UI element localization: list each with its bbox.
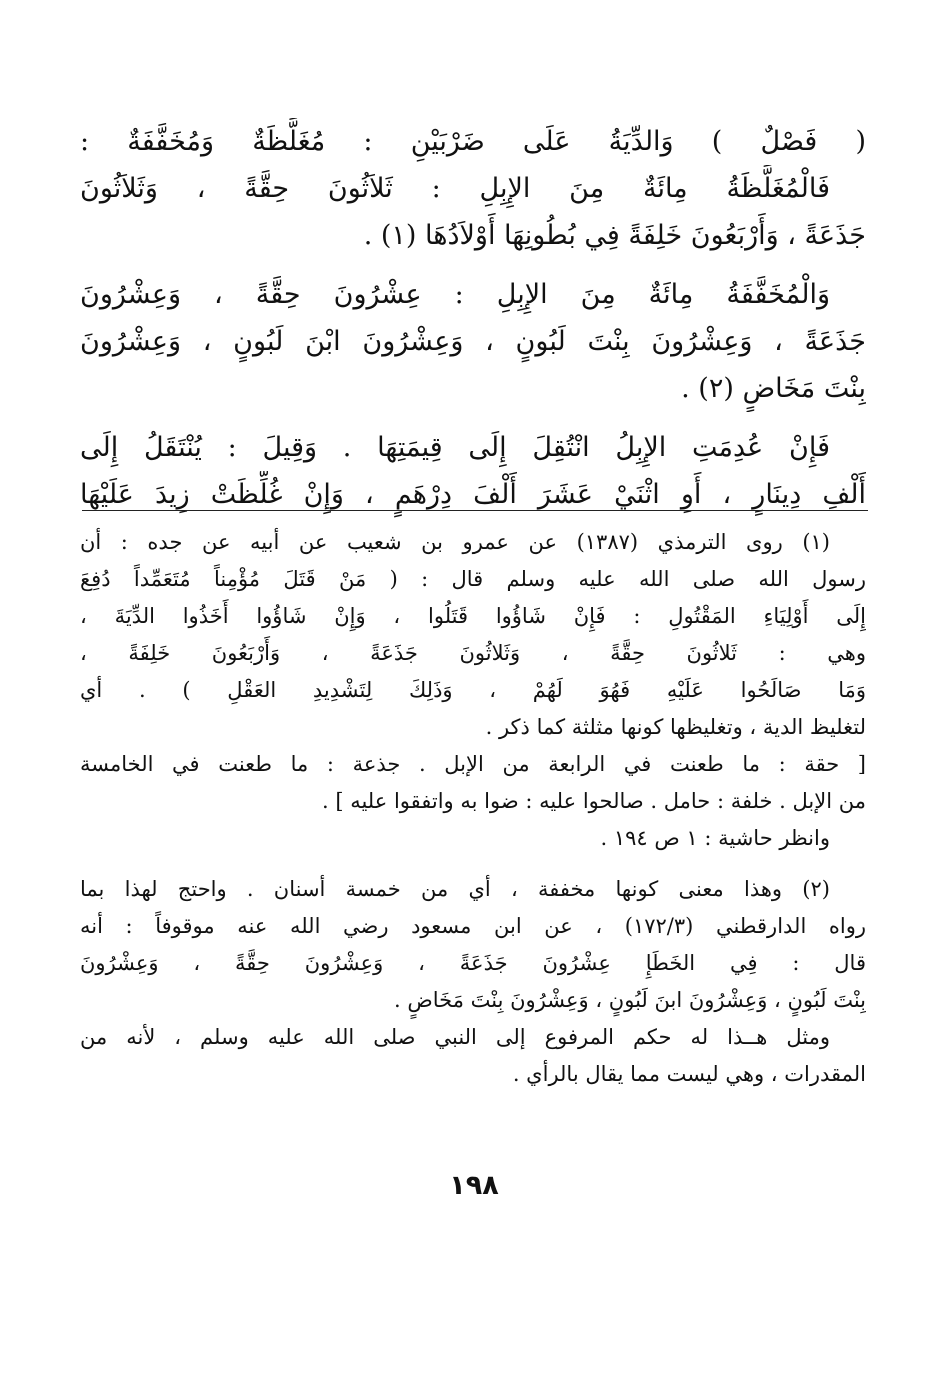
page-number: ١٩٨ xyxy=(449,1170,499,1201)
main-line: بِنْتَ مَخَاضٍ (٢) . xyxy=(681,373,866,404)
footnote-line: المقدرات ، وهي ليست مما يقال بالرأي . xyxy=(512,1062,866,1086)
main-line: فَالْمُغَلَّظَةُ مِائَةٌ مِنَ الإِبِلِ : ثَلاَثُونَ حِقَّةً ، وَثَلاَثُونَ xyxy=(80,173,830,204)
main-line: أَلْفِ دِينَارٍ ، أَوِ اثْنَيْ عَشَرَ أَلْفَ دِرْهَمٍ ، وَإِنْ غُلِّظَتْ زِيدَ عَلَيْهَا xyxy=(80,479,866,510)
footnote-line: [ حقة : ما طعنت في الرابعة من الإبل . جذعة : ما طعنت في الخامسة xyxy=(80,752,866,776)
footnote-line: لتغليظ الدية ، وتغليظها كونها مثلثة كما ذكر . xyxy=(485,715,866,739)
footnote-divider xyxy=(82,510,868,511)
main-line: جَذَعَةً ، وَأَرْبَعُونَ خَلِفَةً فِي بُطُونِهَا أَوْلاَدُهَا (١) . xyxy=(363,220,866,251)
footnote-line: (١) روى الترمذي (١٣٨٧) عن عمرو بن شعيب عن أبيه عن جده : أن xyxy=(80,530,830,554)
main-line: وَالْمُخَفَّفَةُ مِائَةٌ مِنَ الإِبِلِ : عِشْرُونَ حِقَّةً ، وَعِشْرُونَ xyxy=(80,279,830,310)
footnote-line: وانظر حاشية : ١ ص ١٩٤ . xyxy=(600,826,830,850)
footnote-line: ومثل هــذا له حكم المرفوع إلى النبي صلى الله عليه وسلم ، لأنه من xyxy=(80,1025,830,1049)
footnote-line: وَمَا صَالَحُوا عَلَيْهِ فَهُوَ لَهُمْ ، وَذَلِكَ لِتَشْدِيدِ العَقْلِ ) . أي xyxy=(80,678,866,702)
main-line: فَإِنْ عُدِمَتِ الإِبِلُ انْتُقِلَ إِلَى قِيمَتِهَا . وَقِيلَ : يُنْتَقَلُ إِلَى xyxy=(80,432,830,463)
footnote-line: وهي : ثَلاثُونَ حِقَّةً ، وَثَلاثُونَ جَذَعَةً ، وَأَرْبَعُونَ خَلِفَةً ، xyxy=(80,641,866,665)
footnote-line: رواه الدارقطني (١٧٢/٣) ، عن ابن مسعود رضي الله عنه موقوفاً : أنه xyxy=(80,914,866,938)
main-text xyxy=(80,118,866,518)
footnote-line: (٢) وهذا معنى كونها مخففة ، أي من خمسة أسنان . واحتج لهذا بما xyxy=(80,877,830,901)
footnote-line: قال : فِي الخَطَإِ عِشْرُونَ جَذَعَةً ، وَعِشْرُونَ حِقَّةً ، وَعِشْرُونَ xyxy=(80,951,866,975)
footnote-line: من الإبل . خلفة : حامل . صالحوا عليه : ضوا به واتفقوا عليه ] . xyxy=(321,789,866,813)
footnotes xyxy=(80,524,866,1093)
main-line: جَذَعَةً ، وَعِشْرُونَ بِنْتَ لَبُونٍ ، وَعِشْرُونَ ابْنَ لَبُونٍ ، وَعِشْرُونَ xyxy=(80,326,866,357)
main-line: ( فَصْلٌ ) وَالدِّيَةُ عَلَى ضَرْبَيْنِ : مُغَلَّظَةٌ وَمُخَفَّفَةٌ : xyxy=(80,126,866,157)
footnote-line: رسول الله صلى الله عليه وسلم قال : ( مَنْ قَتَلَ مُؤْمِناً مُتَعَمِّداً دُفِعَ xyxy=(80,567,866,591)
footnote-line: إِلَى أَوْلِيَاءِ المَقْتُولِ : فَإِنْ شَاؤُوا قَتَلُوا ، وَإِنْ شَاؤُوا أَخَذُوا الدِّيَةَ ، xyxy=(80,604,866,628)
footnote-line: بِنْتَ لَبُونٍ ، وَعِشْرُونَ ابنَ لَبُونٍ ، وَعِشْرُونَ بِنْتَ مَخَاضٍ . xyxy=(394,988,866,1012)
